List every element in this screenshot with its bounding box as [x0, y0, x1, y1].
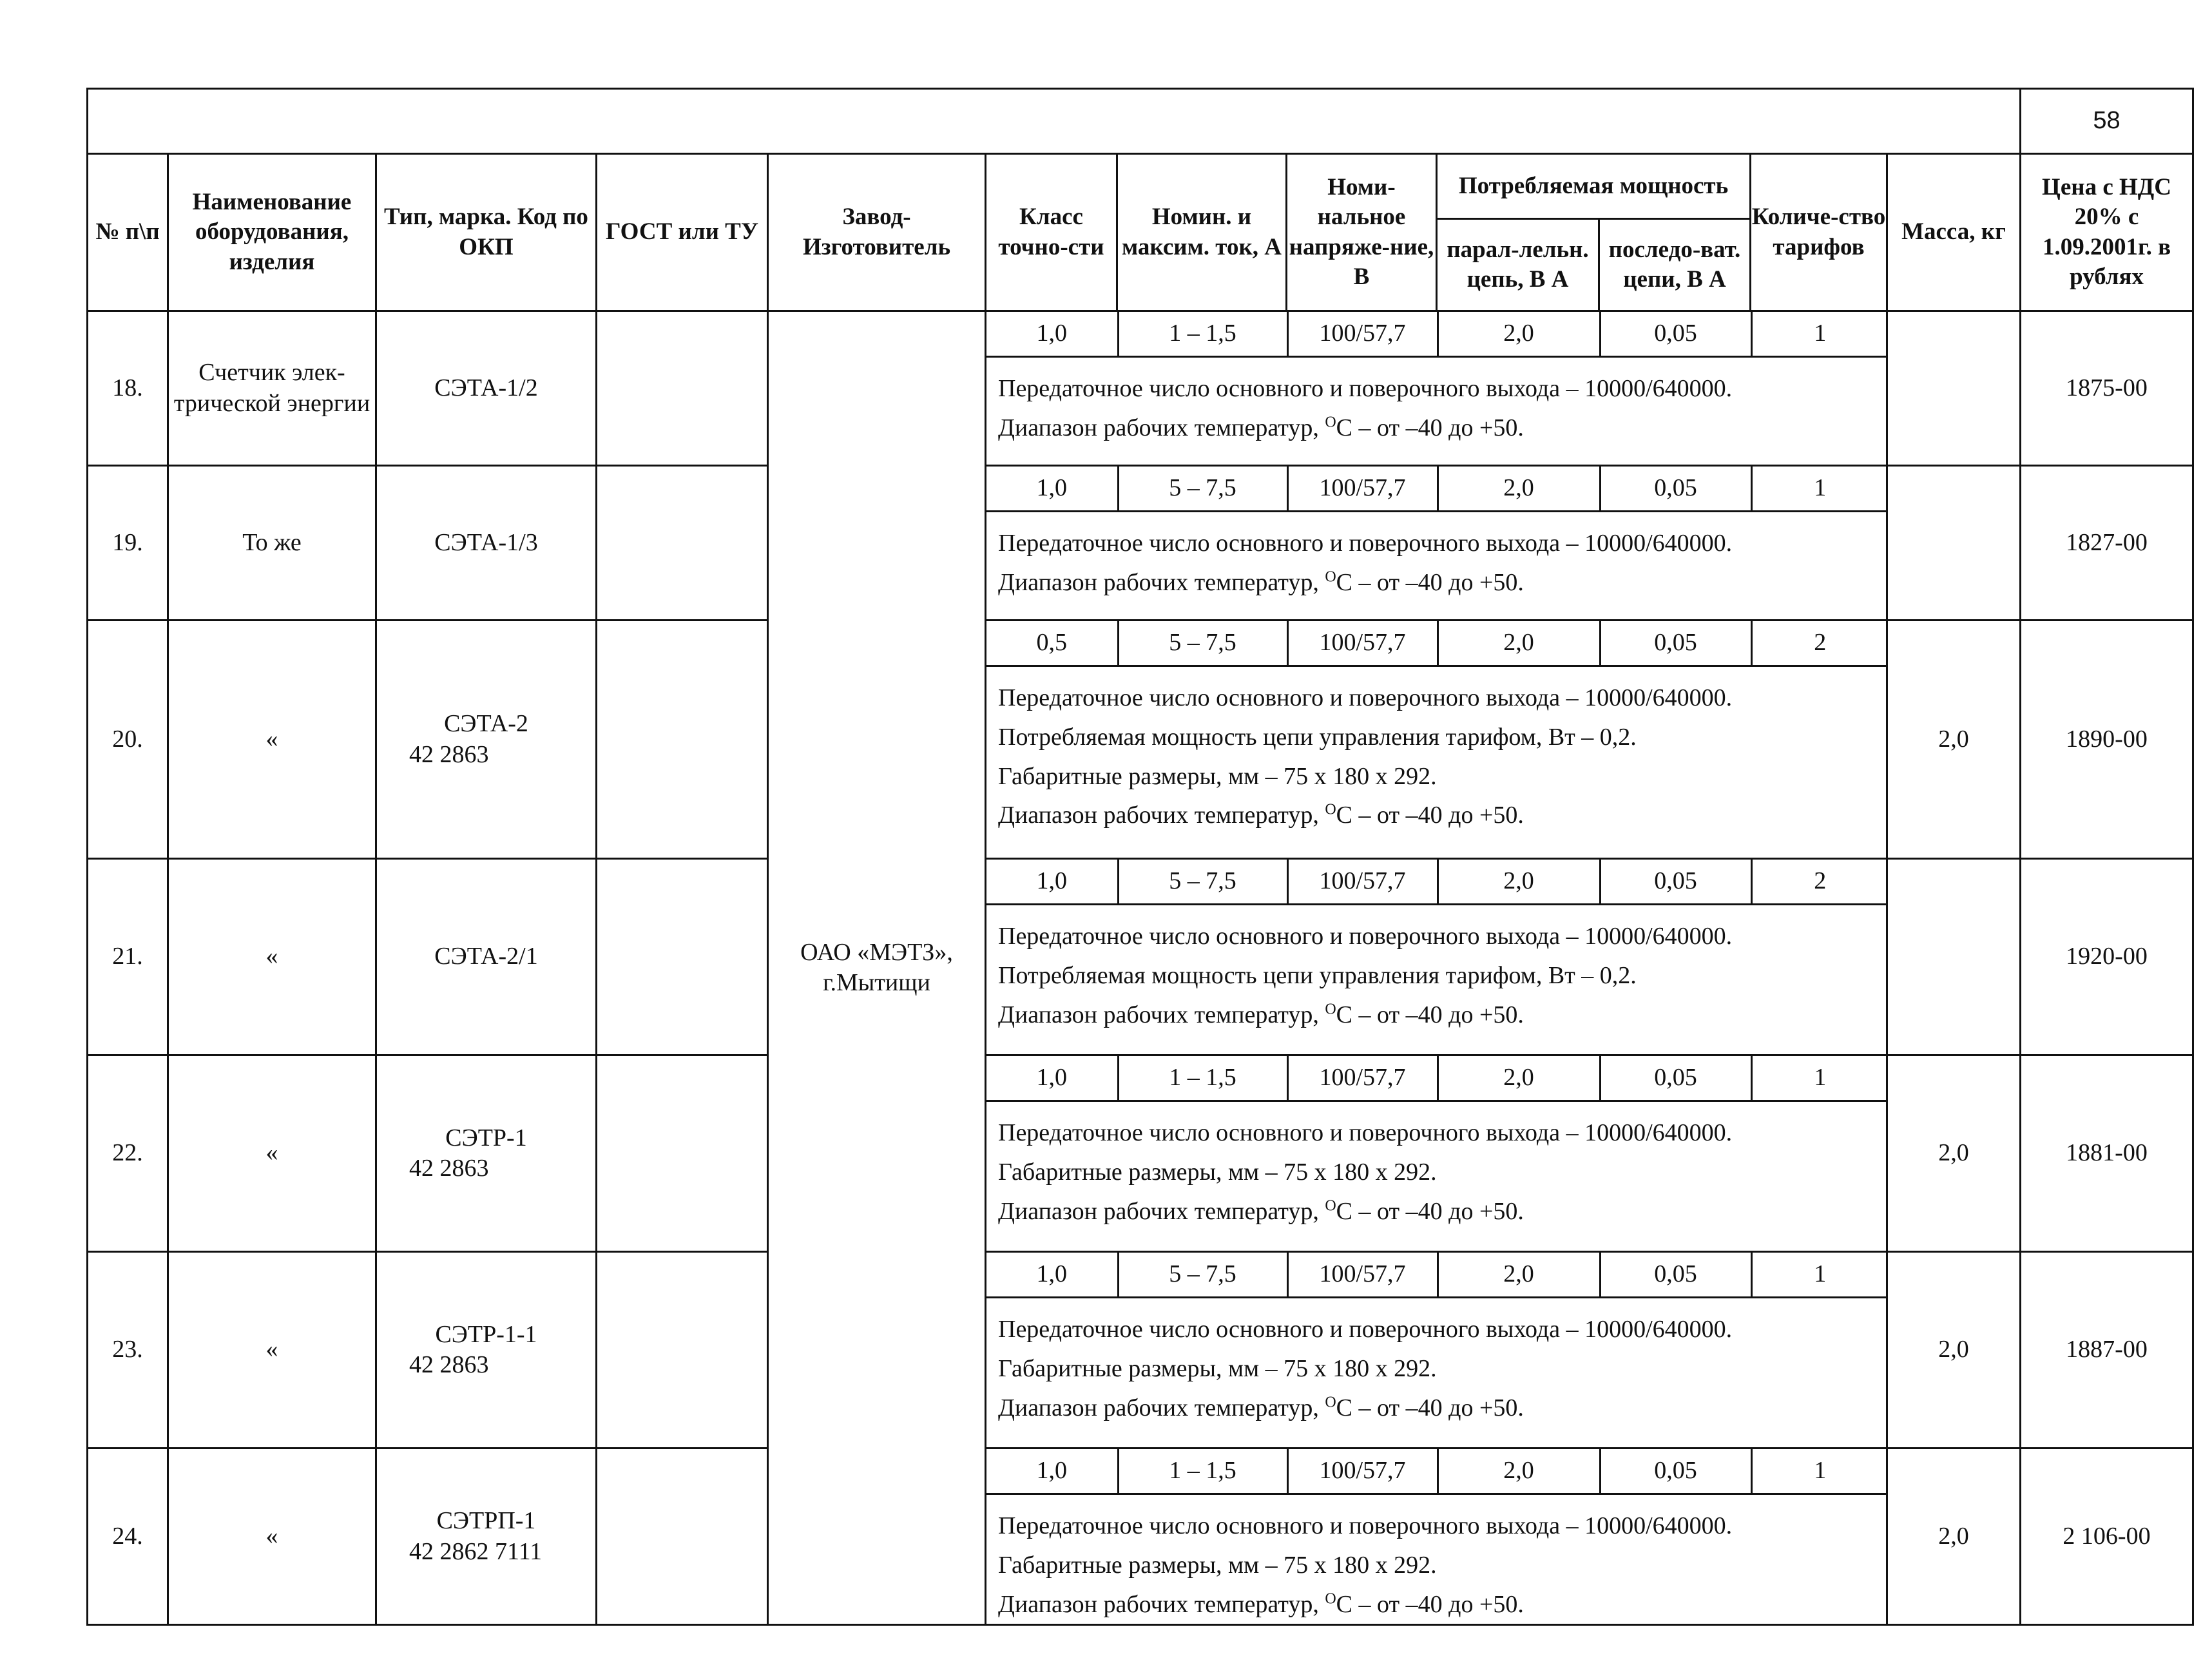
- header-row-1: [88, 154, 2193, 219]
- row-gost: [597, 859, 768, 1055]
- spec-values: [986, 312, 1888, 358]
- header-accuracy: Класс точно-сти: [986, 154, 1117, 311]
- note-dims: Габаритные размеры, мм – 75 x 180 x 292.: [998, 1551, 1437, 1579]
- page-number-row: [88, 89, 2193, 154]
- row-mass: [1887, 311, 2021, 466]
- row-num: 24.: [88, 1448, 168, 1625]
- row-type: СЭТР-1 42 2863: [376, 1055, 597, 1252]
- row-accuracy: 1,0: [986, 860, 1118, 905]
- row-accuracy: 1,0: [986, 1449, 1118, 1494]
- row-accuracy: 1,0: [986, 1056, 1118, 1101]
- row-power-parallel: 2,0: [1438, 860, 1600, 905]
- header-power-parallel: парал-лельн. цепь, В А: [1437, 219, 1599, 311]
- row-name: «: [168, 1448, 376, 1625]
- row-mass: 2,0: [1887, 1448, 2021, 1625]
- row-gost: [597, 311, 768, 466]
- row-accuracy: 1,0: [986, 312, 1118, 357]
- row-tariffs: 1: [1751, 1253, 1888, 1298]
- note-temperature: Диапазон рабочих температур, $^O$С – от –40 до +50.: [998, 568, 1524, 596]
- row-mass: 2,0: [1887, 1252, 2021, 1448]
- note-tariff-power: Потребляемая мощность цепи управления тарифом, Вт – 0,2.: [998, 723, 1637, 751]
- table-row: [88, 621, 2193, 859]
- row-type: СЭТА-1/3: [376, 466, 597, 621]
- row-notes: [986, 358, 1886, 448]
- row-name: Счетчик элек-трической энергии: [168, 311, 376, 466]
- row-current: 5 – 7,5: [1118, 1253, 1287, 1298]
- note-temperature: Диапазон рабочих температур, $^O$С – от –40 до +50.: [998, 1590, 1524, 1618]
- row-mass: 2,0: [1887, 1055, 2021, 1252]
- row-power-serial: 0,05: [1600, 1449, 1751, 1494]
- row-notes: [986, 667, 1886, 835]
- row-tariffs: 1: [1751, 1056, 1888, 1101]
- row-num: 19.: [88, 466, 168, 621]
- row-num: 21.: [88, 859, 168, 1055]
- table-row: [88, 859, 2193, 1055]
- row-spec: [986, 466, 1887, 621]
- row-type: СЭТР-1-1 42 2863: [376, 1252, 597, 1448]
- row-name: «: [168, 1252, 376, 1448]
- row-name: «: [168, 1055, 376, 1252]
- row-num: 23.: [88, 1252, 168, 1448]
- row-voltage: 100/57,7: [1287, 312, 1438, 357]
- row-price: 1890-00: [2021, 621, 2193, 859]
- row-current: 5 – 7,5: [1118, 467, 1287, 512]
- table-row: [88, 466, 2193, 621]
- row-power-serial: 0,05: [1600, 1056, 1751, 1101]
- header-power-serial: последо-ват. цепи, В А: [1599, 219, 1751, 311]
- header-num: № п\п: [88, 154, 168, 311]
- row-price: 1920-00: [2021, 859, 2193, 1055]
- spec-values: [986, 1449, 1888, 1495]
- header-price: Цена с НДС 20% с 1.09.2001г. в рублях: [2021, 154, 2193, 311]
- row-power-serial: 0,05: [1600, 860, 1751, 905]
- row-mass: [1887, 859, 2021, 1055]
- row-tariffs: 1: [1751, 467, 1888, 512]
- note-temperature: Диапазон рабочих температур, $^O$С – от –40 до +50.: [998, 1197, 1524, 1225]
- row-price: 1887-00: [2021, 1252, 2193, 1448]
- row-type: СЭТА-2/1: [376, 859, 597, 1055]
- row-tariffs: 1: [1751, 1449, 1888, 1494]
- row-tariffs: 1: [1751, 312, 1888, 357]
- row-gost: [597, 621, 768, 859]
- row-power-parallel: 2,0: [1438, 312, 1600, 357]
- spec-values: [986, 1056, 1888, 1102]
- note-ratio: Передаточное число основного и поверочного выхода – 10000/640000.: [998, 923, 1733, 950]
- document-sheet: [86, 88, 2192, 1626]
- note-temperature: Диапазон рабочих температур, $^O$С – от –40 до +50.: [998, 1393, 1524, 1421]
- row-price: 2 106-00: [2021, 1448, 2193, 1625]
- row-current: 5 – 7,5: [1118, 621, 1287, 666]
- row-current: 5 – 7,5: [1118, 860, 1287, 905]
- row-notes: [986, 1298, 1886, 1427]
- header-mass: Масса, кг: [1887, 154, 2021, 311]
- row-type: СЭТА-1/2: [376, 311, 597, 466]
- note-ratio: Передаточное число основного и поверочного выхода – 10000/640000.: [998, 375, 1733, 402]
- row-type: СЭТА-2 42 2863: [376, 621, 597, 859]
- row-price: 1827-00: [2021, 466, 2193, 621]
- row-tariffs: 2: [1751, 860, 1888, 905]
- row-num: 20.: [88, 621, 168, 859]
- row-num: 18.: [88, 311, 168, 466]
- row-current: 1 – 1,5: [1118, 312, 1287, 357]
- row-notes: [986, 1495, 1886, 1624]
- header-name: Наименование оборудования, изделия: [168, 154, 376, 311]
- row-power-parallel: 2,0: [1438, 621, 1600, 666]
- row-name: То же: [168, 466, 376, 621]
- note-dims: Габаритные размеры, мм – 75 x 180 x 292.: [998, 1158, 1437, 1186]
- note-ratio: Передаточное число основного и поверочного выхода – 10000/640000.: [998, 1512, 1733, 1539]
- row-price: 1875-00: [2021, 311, 2193, 466]
- page-header-blank: [88, 89, 2021, 154]
- row-voltage: 100/57,7: [1287, 1253, 1438, 1298]
- note-ratio: Передаточное число основного и поверочного выхода – 10000/640000.: [998, 1316, 1733, 1343]
- page-number: 58: [2021, 89, 2193, 154]
- row-accuracy: 1,0: [986, 467, 1118, 512]
- row-voltage: 100/57,7: [1287, 860, 1438, 905]
- note-temperature: Диапазон рабочих температур, $^O$С – от –40 до +50.: [998, 801, 1524, 829]
- row-accuracy: 0,5: [986, 621, 1118, 666]
- row-notes: [986, 1102, 1886, 1231]
- note-temperature: Диапазон рабочих температур, $^O$С – от –40 до +50.: [998, 1000, 1524, 1028]
- row-voltage: 100/57,7: [1287, 467, 1438, 512]
- row-spec: [986, 1448, 1887, 1625]
- row-accuracy: 1,0: [986, 1253, 1118, 1298]
- header-gost: ГОСТ или ТУ: [597, 154, 768, 311]
- row-spec: [986, 311, 1887, 466]
- spec-values: [986, 467, 1888, 512]
- row-power-parallel: 2,0: [1438, 1056, 1600, 1101]
- row-tariffs: 2: [1751, 621, 1888, 666]
- row-spec: [986, 859, 1887, 1055]
- note-tariff-power: Потребляемая мощность цепи управления тарифом, Вт – 0,2.: [998, 961, 1637, 989]
- manufacturer-cell: [768, 311, 986, 1625]
- row-gost: [597, 1448, 768, 1625]
- row-voltage: 100/57,7: [1287, 1449, 1438, 1494]
- row-gost: [597, 466, 768, 621]
- row-price: 1881-00: [2021, 1055, 2193, 1252]
- row-power-parallel: 2,0: [1438, 467, 1600, 512]
- spec-values: [986, 1253, 1888, 1298]
- row-spec: [986, 1055, 1887, 1252]
- header-voltage: Номи-нальное напряже-ние, В: [1287, 154, 1437, 311]
- row-spec: [986, 1252, 1887, 1448]
- row-gost: [597, 1252, 768, 1448]
- row-current: 1 – 1,5: [1118, 1056, 1287, 1101]
- row-current: 1 – 1,5: [1118, 1449, 1287, 1494]
- row-power-serial: 0,05: [1600, 312, 1751, 357]
- row-type: СЭТРП-1 42 2862 7111: [376, 1448, 597, 1625]
- row-num: 22.: [88, 1055, 168, 1252]
- table-row: [88, 1448, 2193, 1625]
- header-current: Номин. и максим. ток, А: [1117, 154, 1287, 311]
- note-ratio: Передаточное число основного и поверочного выхода – 10000/640000.: [998, 530, 1733, 557]
- spec-values: [986, 621, 1888, 667]
- spec-values: [986, 860, 1888, 905]
- row-name: «: [168, 621, 376, 859]
- row-spec: [986, 621, 1887, 859]
- note-dims: Габаритные размеры, мм – 75 x 180 x 292.: [998, 762, 1437, 790]
- note-dims: Габаритные размеры, мм – 75 x 180 x 292.: [998, 1354, 1437, 1382]
- note-ratio: Передаточное число основного и поверочного выхода – 10000/640000.: [998, 684, 1733, 711]
- table-row: [88, 1055, 2193, 1252]
- row-voltage: 100/57,7: [1287, 1056, 1438, 1101]
- row-name: «: [168, 859, 376, 1055]
- row-power-serial: 0,05: [1600, 1253, 1751, 1298]
- table-row: [88, 1252, 2193, 1448]
- header-tariffs: Количе-ство тарифов: [1751, 154, 1887, 311]
- note-temperature: Диапазон рабочих температур, $^O$С – от –40 до +50.: [998, 414, 1524, 441]
- row-gost: [597, 1055, 768, 1252]
- row-power-serial: 0,05: [1600, 467, 1751, 512]
- header-power: Потребляемая мощность: [1437, 154, 1751, 219]
- row-mass: 2,0: [1887, 621, 2021, 859]
- row-notes: [986, 512, 1886, 602]
- price-table: [86, 88, 2194, 1626]
- row-notes: [986, 905, 1886, 1034]
- manufacturer-name: ОАО «МЭТЗ», г.Мытищи: [800, 938, 953, 997]
- note-ratio: Передаточное число основного и поверочного выхода – 10000/640000.: [998, 1119, 1733, 1146]
- table-body: [88, 311, 2193, 1625]
- row-mass: [1887, 466, 2021, 621]
- row-voltage: 100/57,7: [1287, 621, 1438, 666]
- row-power-parallel: 2,0: [1438, 1253, 1600, 1298]
- row-power-parallel: 2,0: [1438, 1449, 1600, 1494]
- header-type: Тип, марка. Код по ОКП: [376, 154, 597, 311]
- header-maker: Завод-Изготовитель: [768, 154, 986, 311]
- table-row: [88, 311, 2193, 466]
- row-power-serial: 0,05: [1600, 621, 1751, 666]
